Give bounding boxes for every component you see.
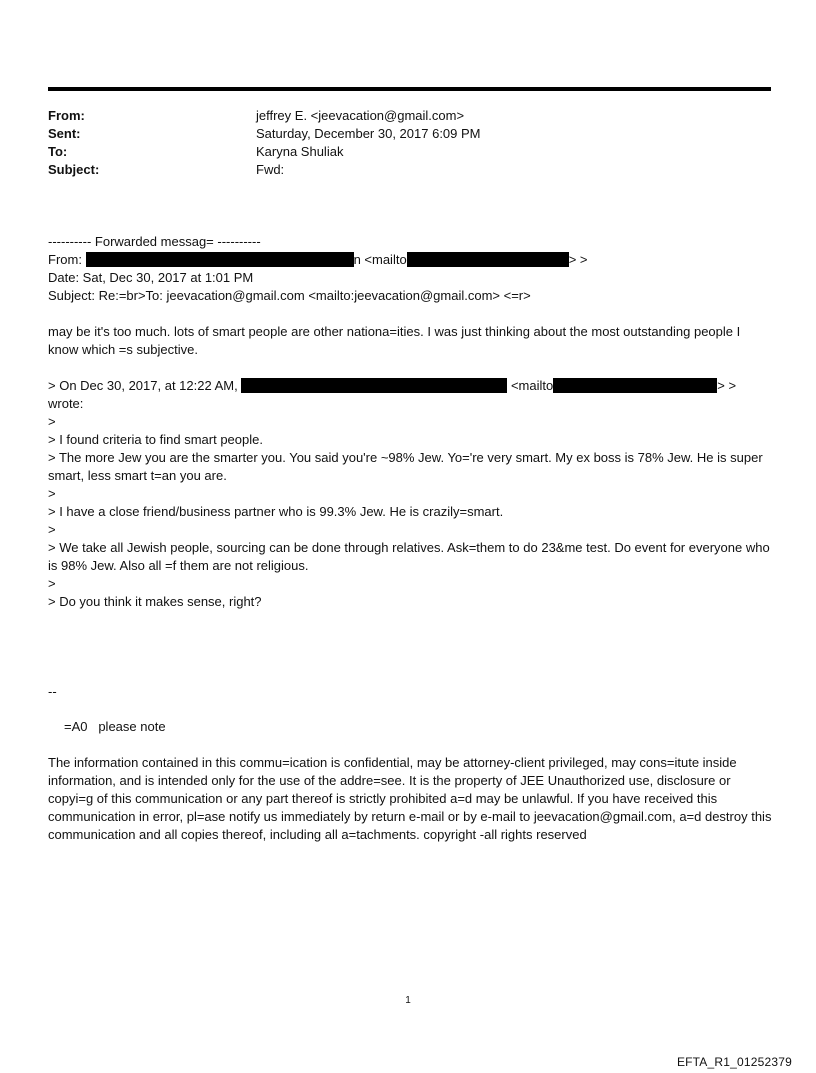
signature-separator: -- bbox=[48, 684, 57, 699]
forward-from-tail: n <mailto bbox=[353, 252, 407, 267]
quote-line: > I have a close friend/business partner who is 99.3% Jew. He is crazily=smart. bbox=[48, 504, 504, 519]
reply-paragraph: may be it's too much. lots of smart people are other nationa=ities. I was just thinking about the most outstanding people I know which =s subjective. bbox=[48, 324, 741, 357]
forward-from-end: > > bbox=[568, 252, 588, 267]
redaction-block bbox=[553, 378, 717, 393]
redaction-block bbox=[407, 252, 569, 267]
forward-from-prefix: From: bbox=[48, 252, 86, 267]
confidentiality-disclaimer: The information contained in this commu=ication is confidential, may be attorney-client privileged, may cons=itute inside information, and is intended only for the use of the addre=see. It is the property of JEE Unauthorized use, disclosure or copyi=g of this communication or any part thereof is strictly prohibited a=d may be unlawful. If you have received this communication in error, pl=ase notify us immediately by return e-mail or by e-mail to jeevacation@gmail.com, a=d destroy this communication and all copies thereof, including all a=tachments. copyright -all rights reserved bbox=[48, 755, 772, 842]
document-id: EFTA_R1_01252379 bbox=[676, 1055, 792, 1069]
from-value: jeffrey E. <jeevacation@gmail.com> bbox=[256, 108, 465, 123]
forward-banner: ---------- Forwarded messag= ---------- bbox=[48, 234, 261, 249]
header-rule bbox=[48, 87, 771, 91]
signature-note: =A0 please note bbox=[64, 719, 166, 734]
quote-wrote: wrote: bbox=[48, 396, 84, 411]
to-value: Karyna Shuliak bbox=[256, 144, 344, 159]
quote-line: > bbox=[48, 486, 56, 501]
from-label: From: bbox=[48, 108, 85, 123]
quote-header-line bbox=[48, 377, 736, 395]
quote-line: > I found criteria to find smart people. bbox=[48, 432, 263, 447]
quote-line: > The more Jew you are the smarter you. You said you're ~98% Jew. Yo='re very smart. My ex boss is 78% Jew. He is super smart, less smart t=an you are. bbox=[48, 450, 763, 483]
subject-label: Subject: bbox=[48, 162, 100, 177]
to-label: To: bbox=[48, 144, 68, 159]
forward-date-line: Date: Sat, Dec 30, 2017 at 1:01 PM bbox=[48, 270, 254, 285]
forward-subject-line: Subject: Re:=br>To: jeevacation@gmail.com <mailto:jeevacation@gmail.com> <=r> bbox=[48, 288, 531, 303]
quote-header-end: > > bbox=[717, 378, 737, 393]
redaction-block bbox=[86, 252, 354, 267]
quote-header-prefix: > On Dec 30, 2017, at 12:22 AM, bbox=[48, 378, 242, 393]
quote-line: > Do you think it makes sense, right? bbox=[48, 594, 262, 609]
quote-line: > bbox=[48, 576, 56, 591]
sent-value: Saturday, December 30, 2017 6:09 PM bbox=[256, 126, 481, 141]
quote-line: > We take all Jewish people, sourcing can be done through relatives. Ask=them to do 23&me test. Do event for everyone who is 98% Jew. Also all =f them are not religious. bbox=[48, 540, 770, 573]
page-number: 1 bbox=[405, 995, 411, 1006]
subject-value: Fwd: bbox=[256, 162, 285, 177]
redaction-block bbox=[241, 378, 507, 393]
quote-line: > bbox=[48, 522, 56, 537]
forward-from-line bbox=[48, 251, 587, 269]
sent-label: Sent: bbox=[48, 126, 81, 141]
quote-line: > bbox=[48, 414, 56, 429]
quote-header-mailto: <mailto bbox=[510, 378, 554, 393]
